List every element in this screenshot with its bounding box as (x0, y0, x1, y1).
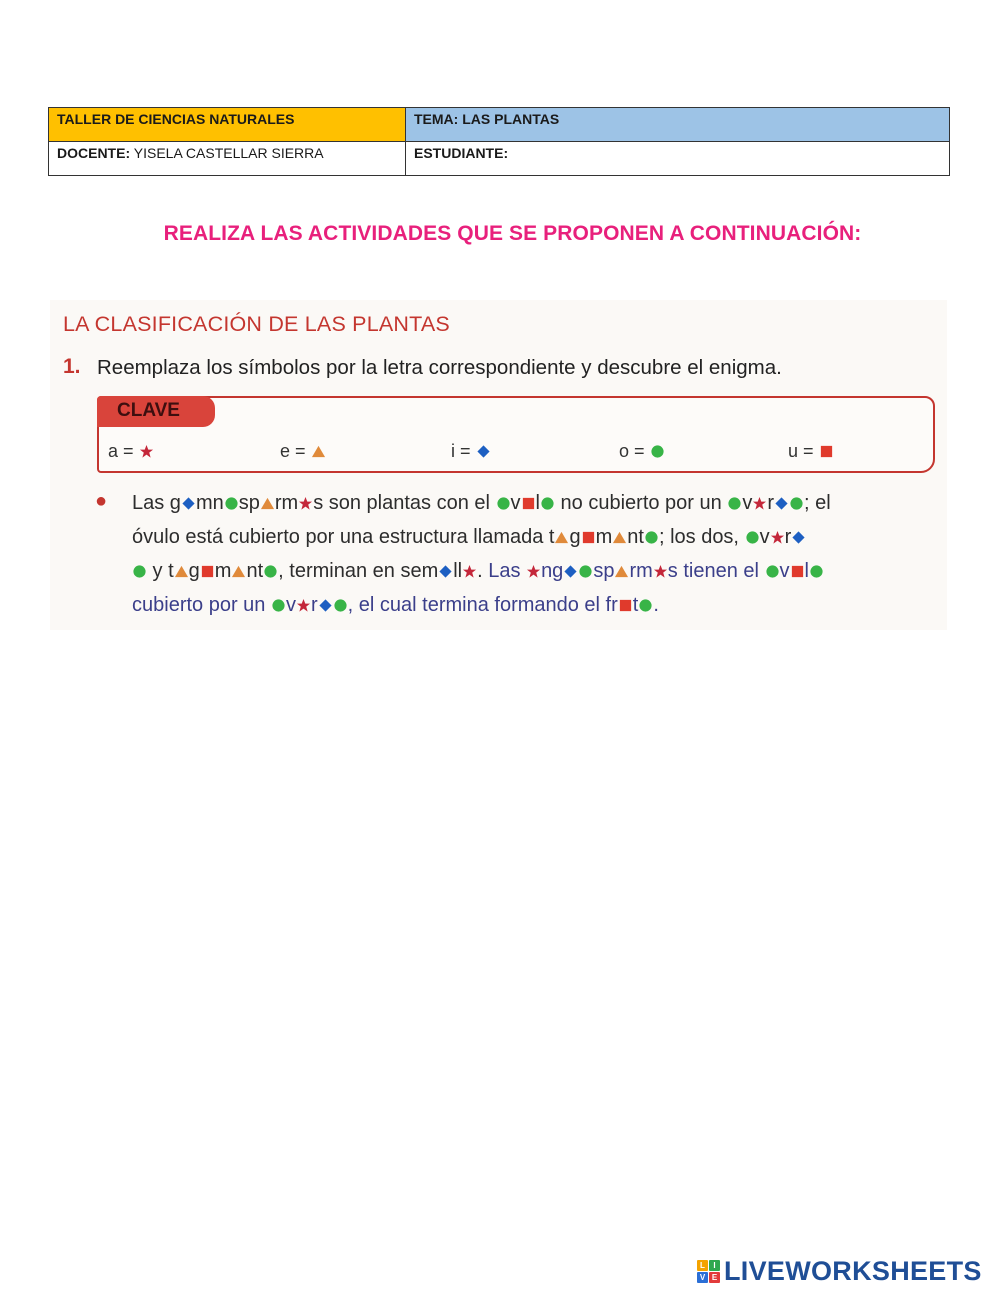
circle-icon (644, 530, 659, 545)
circle-icon (578, 564, 593, 579)
circle-icon (271, 598, 286, 613)
circle-icon (132, 564, 147, 579)
enigma-text: sp (238, 492, 260, 514)
enigma-text: rm (274, 492, 299, 514)
square-icon (790, 564, 805, 579)
circle-icon (638, 598, 653, 613)
clave-key-label: a = (108, 441, 134, 461)
question-number: 1. (63, 355, 81, 378)
enigma-text: ; el (804, 492, 831, 514)
workshop-title: TALLER DE CIENCIAS NATURALES (49, 108, 406, 142)
enigma-text: g (188, 560, 200, 582)
triangle-icon (554, 530, 569, 545)
logo-tile: E (709, 1272, 720, 1283)
square-icon (521, 496, 536, 511)
enigma-text: v (759, 526, 770, 548)
enigma-line (132, 486, 940, 520)
enigma-text: . (477, 560, 489, 582)
circle-icon (765, 564, 780, 579)
circle-icon (809, 564, 824, 579)
liveworksheets-logo (697, 1256, 982, 1286)
diamond-icon (476, 444, 491, 459)
square-icon (581, 530, 596, 545)
triangle-icon (311, 444, 326, 459)
enigma-text: Las g (132, 492, 181, 514)
enigma-text: m (595, 526, 613, 548)
enigma-text: , terminan en sem (278, 560, 439, 582)
star-icon (752, 496, 767, 511)
clave-key-label: e = (280, 441, 306, 461)
student-cell[interactable] (406, 142, 950, 176)
enigma-paragraph (132, 486, 940, 622)
enigma-line (132, 554, 940, 588)
diamond-icon (791, 530, 806, 545)
enigma-text: v (742, 492, 753, 514)
enigma-text: sp (593, 560, 615, 582)
clave-key-a (108, 441, 154, 462)
student-label: ESTUDIANTE: (414, 145, 509, 161)
enigma-text: g (569, 526, 581, 548)
clave-title: CLAVE (97, 396, 215, 427)
square-icon (618, 598, 633, 613)
enigma-text: v (285, 594, 296, 616)
star-icon (653, 564, 668, 579)
logo-text: LIVEWORKSHEETS (724, 1255, 982, 1286)
enigma-text: Las (488, 560, 527, 582)
star-icon (296, 598, 311, 613)
enigma-text: nt (246, 560, 264, 582)
enigma-text: cubierto por un (132, 594, 271, 616)
enigma-text: rm (629, 560, 653, 582)
enigma-text: v (779, 560, 790, 582)
triangle-icon (231, 564, 246, 579)
triangle-icon (612, 530, 627, 545)
section-title: LA CLASIFICACIÓN DE LAS PLANTAS (63, 312, 450, 336)
clave-key-u (788, 441, 834, 462)
enigma-text: l (804, 560, 809, 582)
logo-tile: V (697, 1272, 708, 1283)
circle-icon (650, 444, 665, 459)
star-icon (526, 564, 541, 579)
star-icon (462, 564, 477, 579)
circle-icon (263, 564, 278, 579)
enigma-text: no cubierto por un (554, 492, 728, 514)
teacher-cell (49, 142, 406, 176)
triangle-icon (174, 564, 189, 579)
diamond-icon (438, 564, 453, 579)
header-table (48, 107, 950, 176)
enigma-text: y t (147, 560, 174, 582)
enigma-text: , el cual termina formando el fr (347, 594, 618, 616)
enigma-text: ll (453, 560, 463, 582)
circle-icon (333, 598, 348, 613)
instructions-heading: REALIZA LAS ACTIVIDADES QUE SE PROPONEN A CONTINUACIÓN: (163, 222, 862, 245)
square-icon (200, 564, 215, 579)
circle-icon (224, 496, 239, 511)
enigma-text: l (535, 492, 540, 514)
diamond-icon (563, 564, 578, 579)
star-icon (770, 530, 785, 545)
enigma-text: . (653, 594, 659, 616)
clave-box (97, 396, 935, 473)
clave-key-i (451, 441, 491, 462)
triangle-icon (260, 496, 275, 511)
enigma-line (132, 588, 940, 622)
circle-icon (789, 496, 804, 511)
enigma-line (132, 520, 940, 554)
enigma-text: t (632, 594, 639, 616)
star-icon (298, 496, 313, 511)
enigma-text: óvulo está cubierto por una estructura llamada t (132, 526, 555, 548)
square-icon (819, 444, 834, 459)
clave-key-o (619, 441, 665, 462)
star-icon (139, 444, 154, 459)
circle-icon (745, 530, 760, 545)
enigma-text: ng (541, 560, 564, 582)
enigma-text: m (214, 560, 232, 582)
topic-title: TEMA: LAS PLANTAS (406, 108, 950, 142)
circle-icon (727, 496, 742, 511)
enigma-text: nt (627, 526, 644, 548)
enigma-text: v (510, 492, 521, 514)
circle-icon (496, 496, 511, 511)
clave-key-label: o = (619, 441, 645, 461)
diamond-icon (318, 598, 333, 613)
logo-tiles (697, 1260, 720, 1283)
logo-tile: L (697, 1260, 708, 1271)
clave-key-e (280, 441, 326, 462)
clave-key-label: i = (451, 441, 471, 461)
question-text: Reemplaza los símbolos por la letra correspondiente y descubre el enigma. (97, 356, 782, 379)
teacher-label: DOCENTE: (57, 145, 131, 161)
teacher-name: YISELA CASTELLAR SIERRA (133, 145, 324, 161)
enigma-text: ; los dos, (658, 526, 745, 548)
enigma-text: r (784, 526, 792, 548)
enigma-text: mn (195, 492, 224, 514)
logo-tile: I (709, 1260, 720, 1271)
clave-key-label: u = (788, 441, 814, 461)
diamond-icon (774, 496, 789, 511)
bullet-icon: ● (95, 490, 108, 512)
worksheet-scan (50, 300, 947, 630)
circle-icon (540, 496, 555, 511)
enigma-text: r (310, 594, 318, 616)
enigma-text: s son plantas con el (313, 492, 496, 514)
enigma-text: r (767, 492, 774, 514)
triangle-icon (614, 564, 629, 579)
diamond-icon (181, 496, 196, 511)
enigma-text: s tienen el (667, 560, 765, 582)
